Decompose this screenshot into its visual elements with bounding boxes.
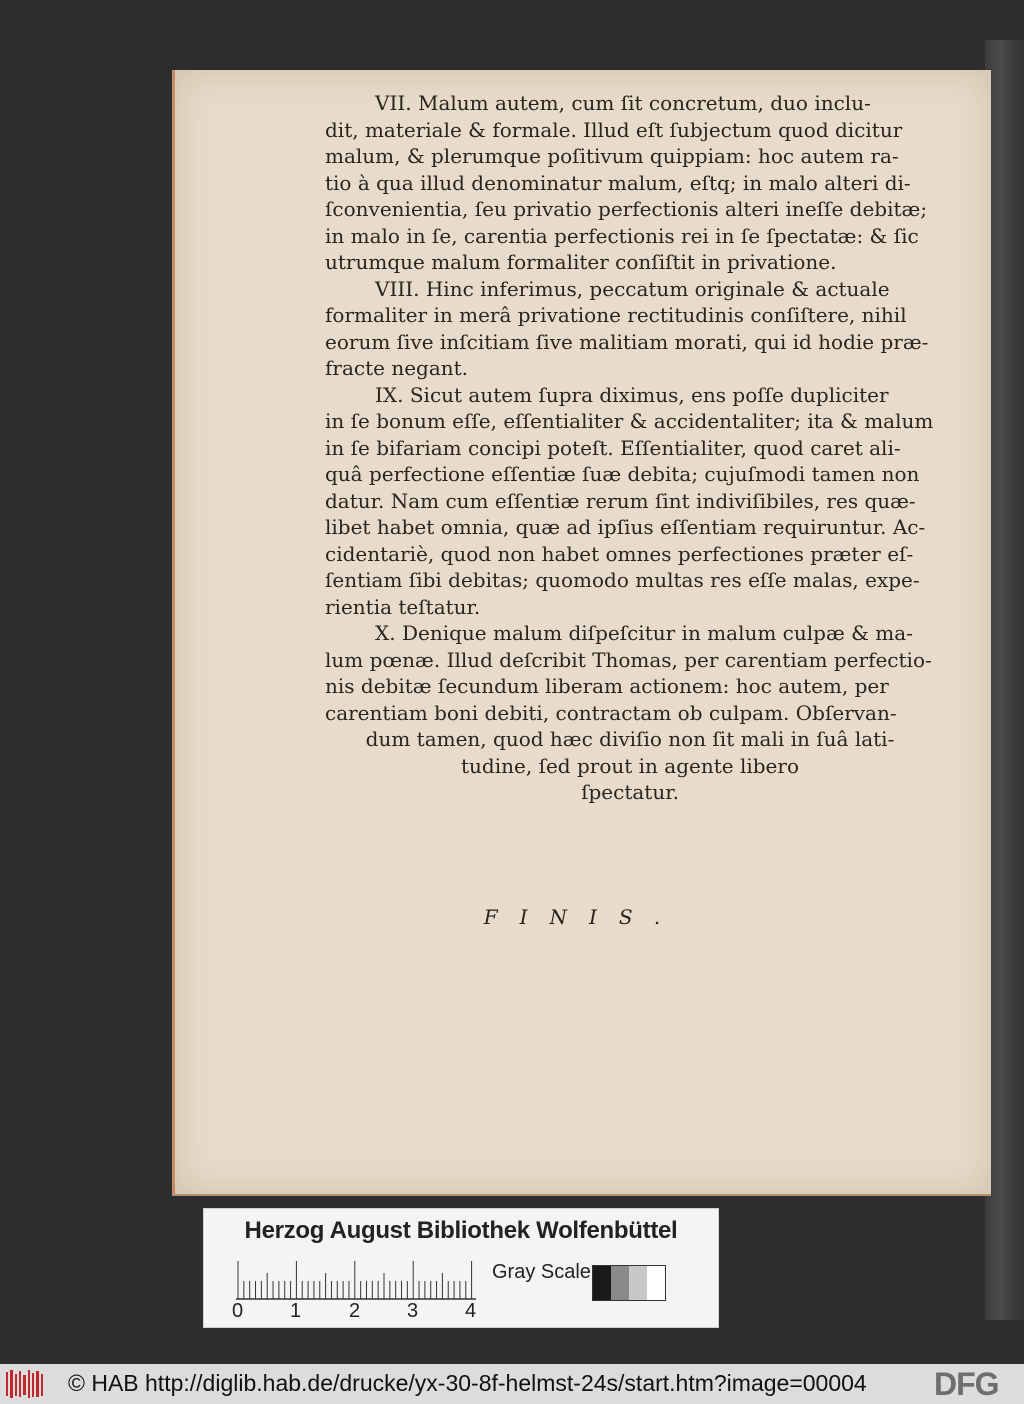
page-text	[325, 90, 935, 806]
text-line: VII. Malum autem, cum ſit concretum, duo inclu-	[375, 91, 871, 115]
ruler-number: 1	[290, 1300, 302, 1322]
text-line: lum pœnæ. Illud deſcribit Thomas, per carentiam perfectio-	[325, 647, 932, 672]
text-line: utrumque malum formaliter conſiſtit in privatione.	[325, 250, 837, 274]
closing-lines	[325, 726, 935, 806]
text-line: tio à qua illud denominatur malum, eſtq; in malo alteri di-	[325, 170, 911, 195]
ruler-numbers	[232, 1300, 492, 1322]
ruler-number: 3	[407, 1300, 419, 1322]
text-line: ſpectatur.	[581, 780, 679, 804]
text-line: ſentiam ſibi debitas; quomodo multas res eſſe malas, expe-	[325, 568, 920, 592]
text-line: in malo in ſe, carentia perfectionis rei in ſe ſpectatæ: & ſic	[325, 223, 919, 248]
text-line: in ſe bonum eſſe, eſſentialiter & accidentaliter; ita & malum	[325, 409, 934, 433]
text-line: rientia teſtatur.	[325, 594, 481, 619]
text-line: formaliter in merâ privatione rectitudinis conſiſtere, nihil	[325, 303, 907, 327]
book-page	[172, 70, 991, 1196]
library-title: Herzog August Bibliothek Wolfenbüttel	[244, 1217, 678, 1244]
gray-swatch	[611, 1266, 629, 1300]
text-line: dum tamen, quod hæc diviſio non ſit mali in ſuâ lati-	[365, 727, 895, 751]
dfg-logo: DFG	[934, 1366, 999, 1402]
text-line: quâ perfectione eſſentiæ ſuæ debita; cujuſmodi tamen non	[325, 462, 920, 486]
text-line: libet habet omnia, quæ ad ipſius eſſentiam requiruntur. Ac-	[325, 515, 926, 539]
text-line: fracte negant.	[325, 356, 469, 380]
text-line: dit, materiale & formale. Illud eſt ſubjectum quod dicitur	[325, 117, 903, 142]
text-line: eorum ſive inſcitiam ſive malitiam morati, qui id hodie præ-	[325, 329, 929, 354]
ruler-number: 0	[232, 1300, 244, 1322]
text-line: malum, & plerumque poſitivum quippiam: hoc autem ra-	[325, 144, 899, 168]
finis-heading: FINIS.	[483, 905, 683, 929]
ruler-number: 2	[349, 1300, 361, 1322]
text-line: X. Denique malum diſpeſcitur in malum culpæ & ma-	[375, 621, 913, 645]
copyright-url[interactable]: © HAB http://diglib.hab.de/drucke/yx-30-8f-helmst-24s/start.htm?image=00004	[68, 1370, 867, 1396]
ruler-number: 4	[465, 1300, 477, 1322]
footer-bar	[0, 1364, 1024, 1404]
paragraph-ix	[325, 382, 935, 621]
text-line: in ſe bifariam concipi poteſt. Eſſentialiter, quod caret ali-	[325, 435, 901, 460]
ruler-scale	[236, 1261, 476, 1301]
barcode-icon	[6, 1370, 46, 1398]
paragraph-viii	[325, 276, 935, 382]
gray-swatch	[629, 1266, 647, 1300]
text-line: tudine, ſed prout in agente libero	[461, 753, 799, 778]
text-line: cidentariè, quod non habet omnes perfectiones præter eſ-	[325, 541, 914, 566]
text-line: nis debitæ ſecundum liberam actionem: hoc autem, per	[325, 674, 889, 698]
text-line: IX. Sicut autem ſupra diximus, ens poſſe dupliciter	[375, 382, 889, 407]
text-line: ſconvenientia, ſeu privatio perfectionis alteri ineſſe debitæ;	[325, 197, 928, 221]
text-line: VIII. Hinc inferimus, peccatum originale & actuale	[375, 276, 890, 301]
text-line: datur. Nam cum eſſentiæ rerum ſint indiviſibiles, res quæ-	[325, 488, 916, 513]
paragraph-vii	[325, 90, 935, 276]
text-line: carentiam boni debiti, contractam ob culpam. Obſervan-	[325, 700, 897, 725]
gray-scale-label: Gray Scale	[492, 1261, 591, 1283]
gray-swatch	[647, 1266, 665, 1300]
paragraph-x	[325, 620, 935, 726]
color-target-card	[203, 1208, 719, 1328]
gray-swatch	[593, 1266, 611, 1300]
gray-scale-swatches	[592, 1265, 666, 1301]
